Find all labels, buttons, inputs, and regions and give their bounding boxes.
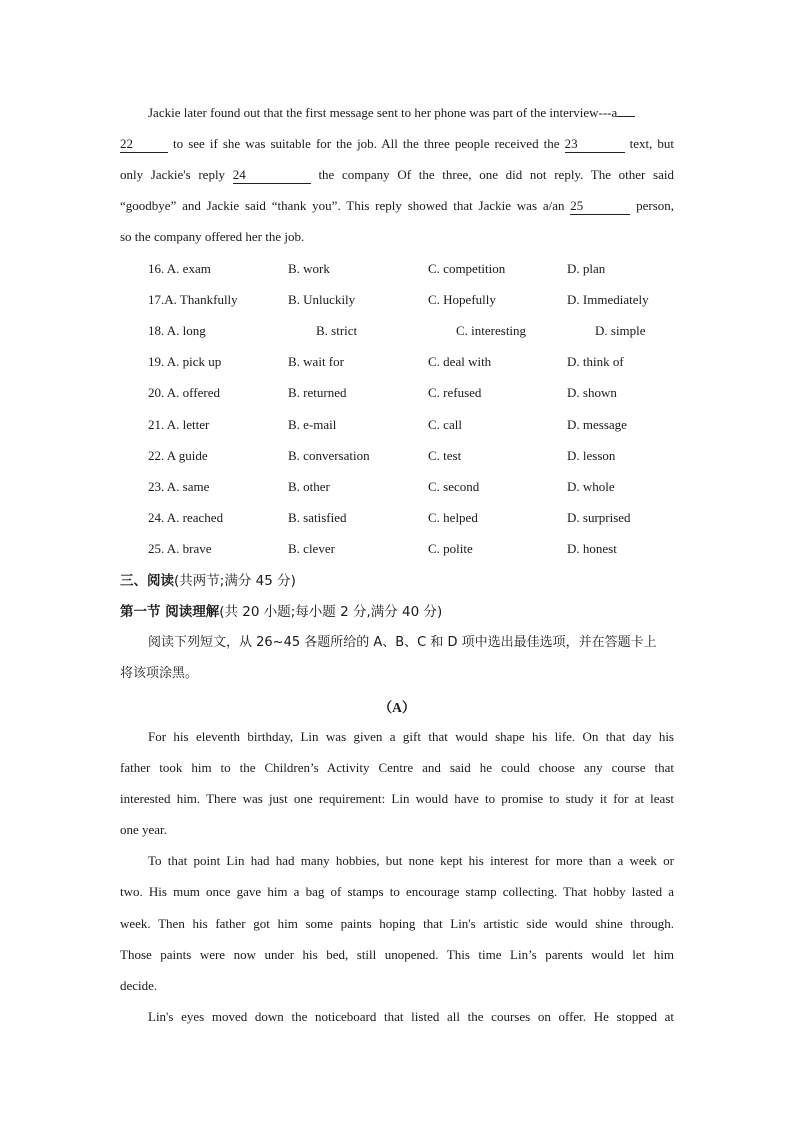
option-c[interactable]: C. deal with [428, 354, 492, 369]
question-row [0, 322, 794, 340]
blank-23: 23 [565, 136, 625, 153]
option-d[interactable]: D. plan [567, 261, 606, 276]
question-row [0, 509, 794, 527]
cloze-line-1 [148, 104, 674, 122]
instructions-line-2: 将该项涂黑。 [120, 666, 199, 681]
question-row [0, 478, 794, 496]
passage-line: To that point Lin had had many hobbies, but none kept his interest for more than a week or [148, 853, 674, 868]
option-a[interactable]: 18. A. long [148, 323, 206, 338]
cloze-line-4 [120, 197, 674, 215]
question-row [0, 260, 794, 278]
passage-line: father took him to the Children’s Activity Centre and said he could choose any course that [120, 760, 674, 775]
option-d[interactable]: D. message [567, 417, 627, 432]
option-d[interactable]: D. surprised [567, 510, 631, 525]
question-row [0, 291, 794, 309]
option-c[interactable]: C. competition [428, 261, 506, 276]
passage-line: interested him. There was just one requirement: Lin would have to promise to study it for at least [120, 791, 674, 806]
cloze-text: “goodbye” and Jackie said “thank you”. This reply showed that Jackie was a/an [120, 198, 565, 213]
option-c[interactable]: C. second [428, 479, 480, 494]
passage-line: two. His mum once gave him a bag of stamps to encourage stamp collecting. That hobby lasted a [120, 884, 674, 899]
passage-line: Lin's eyes moved down the noticeboard that listed all the courses on offer. He stopped at [148, 1009, 674, 1024]
option-a[interactable]: 25. A. brave [148, 541, 212, 556]
question-row [0, 416, 794, 434]
part-score-note: (共 20 小题;每小题 2 分,满分 40 分) [219, 604, 443, 620]
option-d[interactable]: D. shown [567, 385, 617, 400]
option-b[interactable]: B. clever [288, 541, 335, 556]
option-a[interactable]: 20. A. offered [148, 385, 220, 400]
question-row [0, 353, 794, 371]
option-c[interactable]: C. helped [428, 510, 478, 525]
instructions-line-1: 阅读下列短文，从 26~45 各题所给的 A、B、C 和 D 项中选出最佳选项，并在答题卡上 [148, 635, 657, 650]
blank-25: 25 [570, 198, 630, 215]
option-a[interactable]: 22. A guide [148, 448, 208, 463]
cloze-text: only Jackie's reply [120, 167, 226, 182]
option-c[interactable]: C. Hopefully [428, 292, 496, 307]
option-a[interactable]: 23. A. same [148, 479, 210, 494]
option-b[interactable]: B. work [288, 261, 330, 276]
option-b[interactable]: B. conversation [288, 448, 370, 463]
option-c[interactable]: C. interesting [456, 323, 527, 338]
option-a[interactable]: 19. A. pick up [148, 354, 222, 369]
option-d[interactable]: D. simple [595, 323, 646, 338]
passage-line: For his eleventh birthday, Lin was given a gift that would shape his life. On that day his [148, 729, 674, 744]
question-row [0, 384, 794, 402]
option-a[interactable]: 24. A. reached [148, 510, 224, 525]
option-d[interactable]: D. Immediately [567, 292, 649, 307]
option-b[interactable]: B. satisfied [288, 510, 347, 525]
option-b[interactable]: B. other [288, 479, 330, 494]
option-a[interactable]: 16. A. exam [148, 261, 211, 276]
cloze-text: the company Of the three, one did not reply. The other said [318, 167, 674, 182]
part-heading [120, 603, 442, 621]
cloze-text: to see if she was suitable for the job. All the three people received the [173, 136, 560, 151]
option-c[interactable]: C. polite [428, 541, 473, 556]
cloze-text: person, [636, 198, 675, 213]
option-b[interactable]: B. e-mail [288, 417, 337, 432]
option-d[interactable]: D. honest [567, 541, 617, 556]
option-a[interactable]: 17.A. Thankfully [148, 292, 238, 307]
passage-line: week. Then his father got him some paints hoping that Lin's artistic side would shine through. [120, 916, 674, 931]
option-c[interactable]: C. refused [428, 385, 482, 400]
section-title: 三、阅读 [120, 573, 174, 589]
option-b[interactable]: B. Unluckily [288, 292, 356, 307]
cloze-line-5: so the company offered her the job. [120, 229, 305, 244]
cloze-line-2 [120, 135, 674, 153]
passage-line: Those paints were now under his bed, still unopened. This time Lin’s parents would let him [120, 947, 674, 962]
option-a[interactable]: 21. A. letter [148, 417, 210, 432]
blank-24: 24 [233, 167, 311, 184]
cloze-line-3 [120, 166, 674, 184]
option-b[interactable]: B. wait for [288, 354, 344, 369]
question-row [0, 447, 794, 465]
passage-line: decide. [120, 978, 158, 993]
cloze-text: text, but [629, 136, 675, 151]
passage-line: one year. [120, 822, 167, 837]
blank-21-tail [617, 116, 635, 117]
passage-label: （A） [378, 700, 416, 715]
option-b[interactable]: B. strict [316, 323, 358, 338]
section-score-note: (共两节;满分 45 分) [174, 573, 296, 589]
option-d[interactable]: D. lesson [567, 448, 616, 463]
option-c[interactable]: C. call [428, 417, 462, 432]
blank-22: 22 [120, 136, 168, 153]
option-d[interactable]: D. think of [567, 354, 624, 369]
option-c[interactable]: C. test [428, 448, 462, 463]
cloze-text: Jackie later found out that the first message sent to her phone was part of the interview---a [148, 105, 618, 120]
section-heading [120, 572, 296, 590]
option-b[interactable]: B. returned [288, 385, 347, 400]
question-row [0, 540, 794, 558]
option-d[interactable]: D. whole [567, 479, 615, 494]
part-title: 第一节 阅读理解 [120, 604, 220, 620]
